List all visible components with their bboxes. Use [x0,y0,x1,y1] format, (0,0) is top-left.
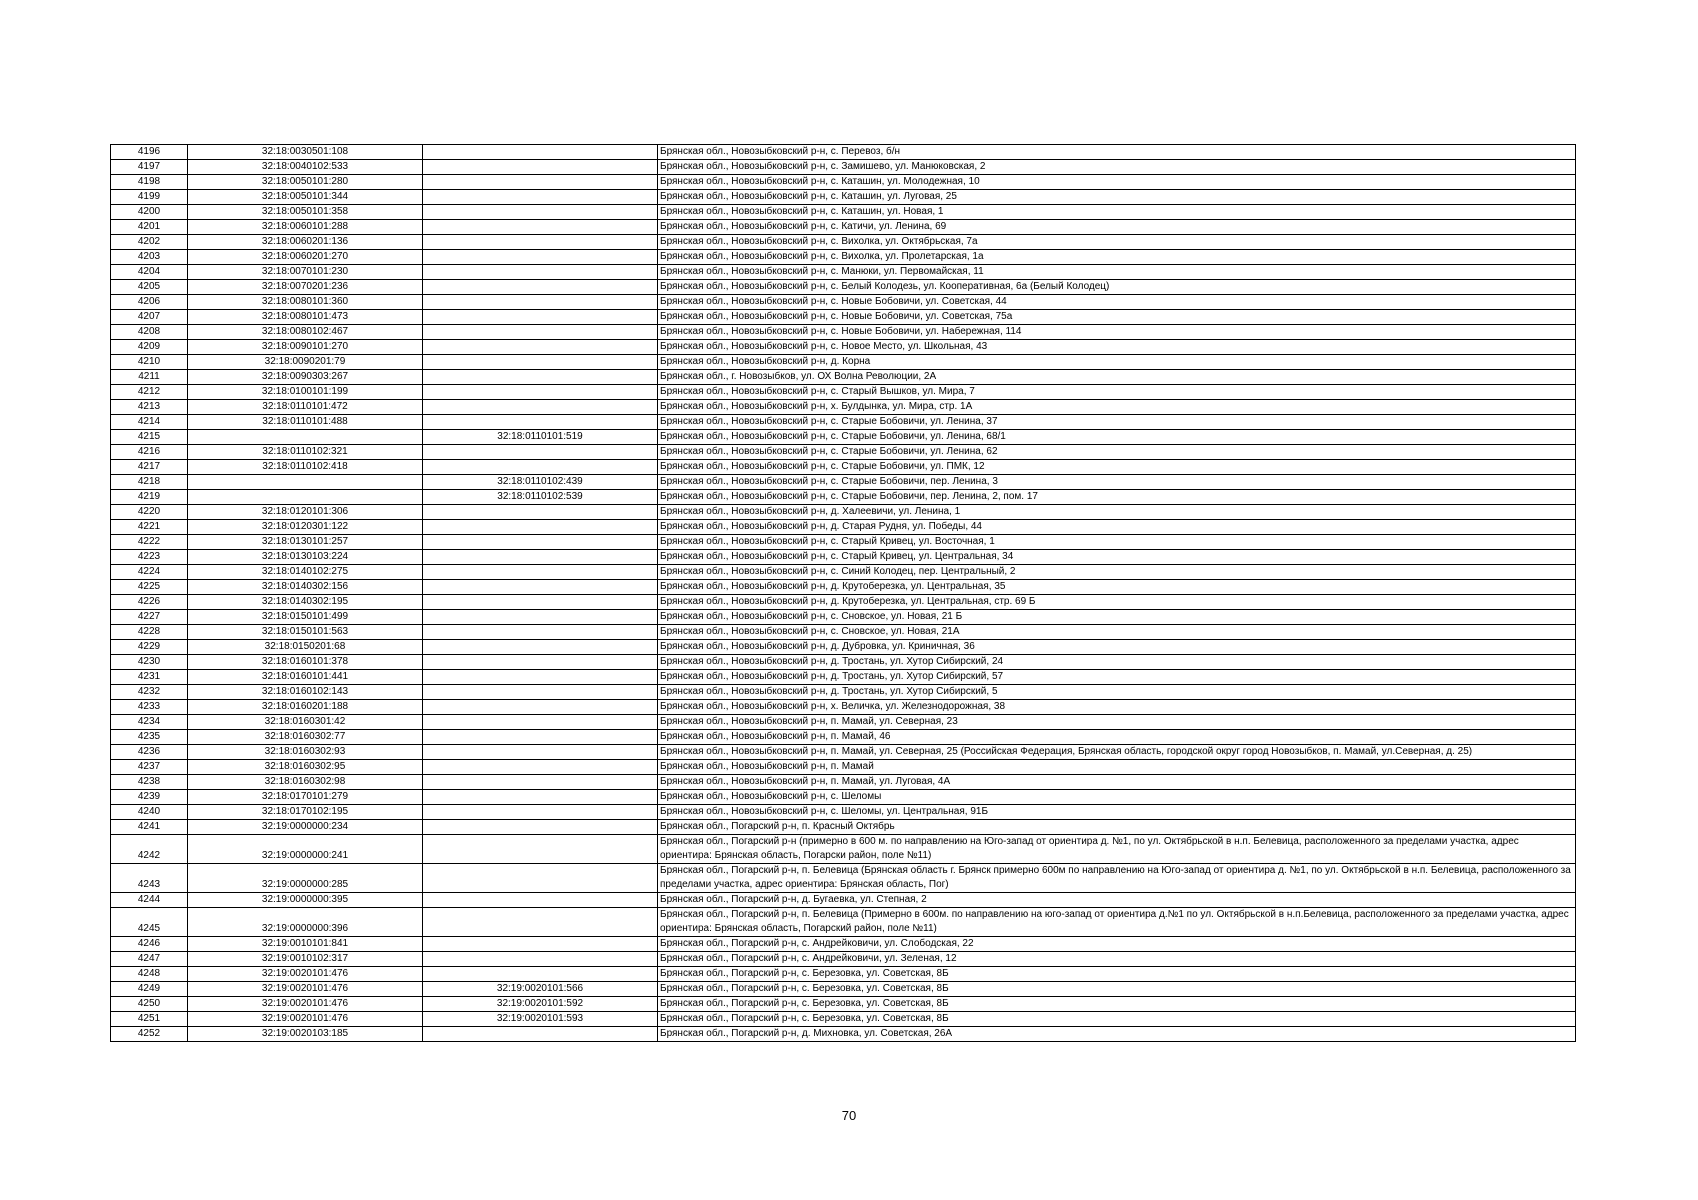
address-cell: Брянская обл., Новозыбковский р-н, д. Корна [658,355,1576,370]
row-number-cell: 4198 [111,175,188,190]
cadastral-number-cell: 32:19:0000000:395 [188,893,423,908]
table-row [111,220,1576,235]
table-row [111,145,1576,160]
row-number-cell: 4208 [111,325,188,340]
cadastral-number-cell: 32:18:0130103:224 [188,550,423,565]
cadastral-number-cell: 32:18:0160201:188 [188,700,423,715]
row-number-cell: 4223 [111,550,188,565]
table-row [111,445,1576,460]
table-row [111,355,1576,370]
sub-cadastral-number-cell [423,655,658,670]
table-row [111,235,1576,250]
address-cell: Брянская обл., Новозыбковский р-н, д. Крутоберезка, ул. Центральная, 35 [658,580,1576,595]
sub-cadastral-number-cell [423,730,658,745]
cadastral-number-cell: 32:18:0140302:156 [188,580,423,595]
row-number-cell: 4215 [111,430,188,445]
table-row [111,937,1576,952]
row-number-cell: 4229 [111,640,188,655]
sub-cadastral-number-cell [423,310,658,325]
sub-cadastral-number-cell: 32:18:0110102:439 [423,475,658,490]
table-row [111,997,1576,1012]
table-row [111,370,1576,385]
cadastral-number-cell: 32:19:0020103:185 [188,1027,423,1042]
row-number-cell: 4219 [111,490,188,505]
sub-cadastral-number-cell [423,805,658,820]
row-number-cell: 4211 [111,370,188,385]
cadastral-number-cell: 32:19:0000000:241 [188,835,423,864]
cadastral-number-cell: 32:18:0080102:467 [188,325,423,340]
cadastral-number-cell: 32:18:0150201:68 [188,640,423,655]
row-number-cell: 4241 [111,820,188,835]
address-cell: Брянская обл., Новозыбковский р-н, д. Дубровка, ул. Криничная, 36 [658,640,1576,655]
table-row [111,190,1576,205]
cadastral-number-cell: 32:18:0160101:378 [188,655,423,670]
row-number-cell: 4209 [111,340,188,355]
cadastral-number-cell: 32:19:0020101:476 [188,997,423,1012]
registry-table [110,144,1576,1042]
row-number-cell: 4231 [111,670,188,685]
table-row [111,250,1576,265]
address-cell: Брянская обл., Новозыбковский р-н, п. Мамай, ул. Северная, 23 [658,715,1576,730]
address-cell: Брянская обл., Новозыбковский р-н, с. Манюки, ул. Первомайская, 11 [658,265,1576,280]
sub-cadastral-number-cell: 32:18:0110101:519 [423,430,658,445]
cadastral-number-cell: 32:18:0040102:533 [188,160,423,175]
table-row [111,864,1576,893]
table-row [111,565,1576,580]
sub-cadastral-number-cell [423,295,658,310]
address-cell: Брянская обл., Новозыбковский р-н, п. Мамай [658,760,1576,775]
row-number-cell: 4224 [111,565,188,580]
table-row [111,670,1576,685]
table-row [111,310,1576,325]
table-row [111,625,1576,640]
sub-cadastral-number-cell [423,460,658,475]
address-cell: Брянская обл., Погарский р-н, д. Михновка, ул. Советская, 26А [658,1027,1576,1042]
cadastral-number-cell: 32:18:0090303:267 [188,370,423,385]
cadastral-number-cell: 32:18:0160302:95 [188,760,423,775]
table-row [111,280,1576,295]
cadastral-number-cell: 32:19:0020101:476 [188,982,423,997]
cadastral-number-cell: 32:18:0050101:344 [188,190,423,205]
table-row [111,610,1576,625]
sub-cadastral-number-cell [423,967,658,982]
address-cell: Брянская обл., Новозыбковский р-н, х. Величка, ул. Железнодорожная, 38 [658,700,1576,715]
address-cell: Брянская обл., Погарский р-н, п. Белевица (Брянская область г. Брянск примерно 600м по направлению на Юго-запад от ориентира д. №1, по ул. Октябрьской в н.п. Белевица, расположенного за пределами участка, адрес ориентира: Брянская область, Пог) [658,864,1576,893]
sub-cadastral-number-cell [423,595,658,610]
cadastral-number-cell: 32:18:0060101:288 [188,220,423,235]
sub-cadastral-number-cell [423,415,658,430]
address-cell: Брянская обл., Новозыбковский р-н, с. Синий Колодец, пер. Центральный, 2 [658,565,1576,580]
cadastral-number-cell: 32:18:0090101:270 [188,340,423,355]
sub-cadastral-number-cell: 32:18:0110102:539 [423,490,658,505]
row-number-cell: 4252 [111,1027,188,1042]
row-number-cell: 4214 [111,415,188,430]
table-row [111,325,1576,340]
sub-cadastral-number-cell [423,520,658,535]
row-number-cell: 4245 [111,908,188,937]
cadastral-number-cell: 32:19:0010101:841 [188,937,423,952]
address-cell: Брянская обл., Новозыбковский р-н, с. Старый Кривец, ул. Восточная, 1 [658,535,1576,550]
sub-cadastral-number-cell [423,775,658,790]
table-row [111,175,1576,190]
address-cell: Брянская обл., г. Новозыбков, ул. ОХ Волна Революции, 2А [658,370,1576,385]
table-row [111,460,1576,475]
cadastral-number-cell: 32:18:0160302:77 [188,730,423,745]
address-cell: Брянская обл., Погарский р-н, с. Андрейковичи, ул. Слободская, 22 [658,937,1576,952]
cadastral-number-cell: 32:18:0160302:93 [188,745,423,760]
cadastral-number-cell: 32:18:0090201:79 [188,355,423,370]
address-cell: Брянская обл., Новозыбковский р-н, с. Старые Бобовичи, пер. Ленина, 2, пом. 17 [658,490,1576,505]
sub-cadastral-number-cell [423,952,658,967]
cadastral-number-cell [188,475,423,490]
table-row [111,1012,1576,1027]
address-cell: Брянская обл., Новозыбковский р-н, с. Вихолка, ул. Пролетарская, 1а [658,250,1576,265]
cadastral-number-cell: 32:19:0020101:476 [188,967,423,982]
address-cell: Брянская обл., Новозыбковский р-н, с. Новые Бобовичи, ул. Советская, 44 [658,295,1576,310]
row-number-cell: 4234 [111,715,188,730]
address-cell: Брянская обл., Новозыбковский р-н, с. Новые Бобовичи, ул. Набережная, 114 [658,325,1576,340]
row-number-cell: 4197 [111,160,188,175]
sub-cadastral-number-cell [423,790,658,805]
table-row [111,685,1576,700]
address-cell: Брянская обл., Погарский р-н, д. Бугаевка, ул. Степная, 2 [658,893,1576,908]
sub-cadastral-number-cell [423,893,658,908]
table-row [111,835,1576,864]
table-row [111,340,1576,355]
row-number-cell: 4212 [111,385,188,400]
row-number-cell: 4226 [111,595,188,610]
sub-cadastral-number-cell [423,565,658,580]
address-cell: Брянская обл., Новозыбковский р-н, с. Старый Вышков, ул. Мира, 7 [658,385,1576,400]
table-row [111,505,1576,520]
row-number-cell: 4207 [111,310,188,325]
cadastral-number-cell: 32:18:0070101:230 [188,265,423,280]
row-number-cell: 4248 [111,967,188,982]
row-number-cell: 4203 [111,250,188,265]
address-cell: Брянская обл., Погарский р-н, с. Березовка, ул. Советская, 8Б [658,997,1576,1012]
cadastral-number-cell: 32:18:0070201:236 [188,280,423,295]
address-cell: Брянская обл., Новозыбковский р-н, д. Халеевичи, ул. Ленина, 1 [658,505,1576,520]
row-number-cell: 4227 [111,610,188,625]
table-row [111,982,1576,997]
cadastral-number-cell: 32:18:0060201:270 [188,250,423,265]
address-cell: Брянская обл., Погарский р-н, п. Белевица (Примерно в 600м. по направлению на юго-запад от ориентира д.№1 по ул. Октябрьской в н.п.Белевица, расположенного за пределами участка, адрес ориентира: Брянская область, Погарский район, поле №11) [658,908,1576,937]
table-row [111,400,1576,415]
address-cell: Брянская обл., Новозыбковский р-н, с. Катичи, ул. Ленина, 69 [658,220,1576,235]
cadastral-number-cell: 32:18:0140102:275 [188,565,423,580]
row-number-cell: 4251 [111,1012,188,1027]
cadastral-number-cell: 32:18:0160301:42 [188,715,423,730]
table-row [111,595,1576,610]
address-cell: Брянская обл., Новозыбковский р-н, с. Старые Бобовичи, ул. ПМК, 12 [658,460,1576,475]
address-cell: Брянская обл., Новозыбковский р-н, с. Замишево, ул. Манюковская, 2 [658,160,1576,175]
cadastral-number-cell: 32:18:0110101:472 [188,400,423,415]
address-cell: Брянская обл., Новозыбковский р-н, д. Тростань, ул. Хутор Сибирский, 57 [658,670,1576,685]
address-cell: Брянская обл., Новозыбковский р-н, п. Мамай, ул. Северная, 25 (Российская Федерация, Брянская область, городской округ город Новозыбков, п. Мамай, ул.Северная, д. 25) [658,745,1576,760]
table-row [111,415,1576,430]
table-row [111,385,1576,400]
sub-cadastral-number-cell [423,340,658,355]
sub-cadastral-number-cell [423,355,658,370]
cadastral-number-cell: 32:18:0110101:488 [188,415,423,430]
sub-cadastral-number-cell: 32:19:0020101:566 [423,982,658,997]
address-cell: Брянская обл., Новозыбковский р-н, с. Сновское, ул. Новая, 21 Б [658,610,1576,625]
sub-cadastral-number-cell [423,670,658,685]
sub-cadastral-number-cell [423,325,658,340]
cadastral-number-cell: 32:18:0050101:280 [188,175,423,190]
sub-cadastral-number-cell [423,385,658,400]
address-cell: Брянская обл., Новозыбковский р-н, д. Старая Рудня, ул. Победы, 44 [658,520,1576,535]
row-number-cell: 4202 [111,235,188,250]
row-number-cell: 4222 [111,535,188,550]
cadastral-number-cell: 32:19:0000000:396 [188,908,423,937]
row-number-cell: 4244 [111,893,188,908]
cadastral-number-cell: 32:18:0170102:195 [188,805,423,820]
sub-cadastral-number-cell [423,864,658,893]
sub-cadastral-number-cell [423,220,658,235]
table-row [111,760,1576,775]
address-cell: Брянская обл., Новозыбковский р-н, с. Белый Колодезь, ул. Кооперативная, 6а (Белый Колодец) [658,280,1576,295]
address-cell: Брянская обл., Погарский р-н (примерно в 600 м. по направлению на Юго-запад от ориентира д. №1, по ул. Октябрьской в н.п. Белевица, расположенного за пределами участка, адрес ориентира: Брянская область, Погарски район, поле №11) [658,835,1576,864]
sub-cadastral-number-cell [423,1027,658,1042]
sub-cadastral-number-cell [423,625,658,640]
table-row [111,520,1576,535]
row-number-cell: 4217 [111,460,188,475]
cadastral-number-cell: 32:18:0080101:360 [188,295,423,310]
row-number-cell: 4240 [111,805,188,820]
sub-cadastral-number-cell [423,250,658,265]
address-cell: Брянская обл., Новозыбковский р-н, с. Шеломы [658,790,1576,805]
table-row [111,535,1576,550]
row-number-cell: 4216 [111,445,188,460]
sub-cadastral-number-cell [423,175,658,190]
table-row [111,790,1576,805]
address-cell: Брянская обл., Новозыбковский р-н, х. Булдынка, ул. Мира, стр. 1А [658,400,1576,415]
row-number-cell: 4249 [111,982,188,997]
table-row [111,820,1576,835]
table-row [111,745,1576,760]
sub-cadastral-number-cell [423,820,658,835]
table-row [111,1027,1576,1042]
row-number-cell: 4232 [111,685,188,700]
sub-cadastral-number-cell [423,445,658,460]
row-number-cell: 4237 [111,760,188,775]
address-cell: Брянская обл., Погарский р-н, с. Березовка, ул. Советская, 8Б [658,982,1576,997]
table-row [111,490,1576,505]
address-cell: Брянская обл., Новозыбковский р-н, с. Старые Бобовичи, ул. Ленина, 62 [658,445,1576,460]
sub-cadastral-number-cell [423,640,658,655]
row-number-cell: 4210 [111,355,188,370]
address-cell: Брянская обл., Новозыбковский р-н, с. Старые Бобовичи, ул. Ленина, 68/1 [658,430,1576,445]
sub-cadastral-number-cell [423,400,658,415]
sub-cadastral-number-cell: 32:19:0020101:592 [423,997,658,1012]
cadastral-number-cell: 32:18:0110102:321 [188,445,423,460]
table-row [111,908,1576,937]
registry-table-body [111,145,1576,1042]
table-row [111,265,1576,280]
row-number-cell: 4239 [111,790,188,805]
sub-cadastral-number-cell [423,760,658,775]
cadastral-number-cell: 32:18:0140302:195 [188,595,423,610]
sub-cadastral-number-cell [423,190,658,205]
cadastral-number-cell: 32:18:0160101:441 [188,670,423,685]
cadastral-number-cell: 32:18:0100101:199 [188,385,423,400]
address-cell: Брянская обл., Погарский р-н, с. Березовка, ул. Советская, 8Б [658,1012,1576,1027]
cadastral-number-cell [188,430,423,445]
cadastral-number-cell: 32:18:0160302:98 [188,775,423,790]
row-number-cell: 4200 [111,205,188,220]
address-cell: Брянская обл., Новозыбковский р-н, с. Новые Бобовичи, ул. Советская, 75а [658,310,1576,325]
cadastral-number-cell: 32:18:0060201:136 [188,235,423,250]
address-cell: Брянская обл., Новозыбковский р-н, д. Крутоберезка, ул. Центральная, стр. 69 Б [658,595,1576,610]
sub-cadastral-number-cell [423,505,658,520]
sub-cadastral-number-cell [423,908,658,937]
cadastral-number-cell: 32:18:0150101:563 [188,625,423,640]
cadastral-number-cell: 32:19:0000000:234 [188,820,423,835]
address-cell: Брянская обл., Погарский р-н, с. Андрейковичи, ул. Зеленая, 12 [658,952,1576,967]
sub-cadastral-number-cell [423,280,658,295]
sub-cadastral-number-cell [423,715,658,730]
row-number-cell: 4225 [111,580,188,595]
row-number-cell: 4228 [111,625,188,640]
cadastral-number-cell: 32:18:0080101:473 [188,310,423,325]
table-row [111,805,1576,820]
address-cell: Брянская обл., Погарский р-н, с. Березовка, ул. Советская, 8Б [658,967,1576,982]
sub-cadastral-number-cell [423,550,658,565]
row-number-cell: 4204 [111,265,188,280]
cadastral-number-cell: 32:19:0010102:317 [188,952,423,967]
cadastral-number-cell: 32:18:0030501:108 [188,145,423,160]
row-number-cell: 4242 [111,835,188,864]
cadastral-number-cell [188,490,423,505]
address-cell: Брянская обл., Новозыбковский р-н, д. Тростань, ул. Хутор Сибирский, 5 [658,685,1576,700]
row-number-cell: 4206 [111,295,188,310]
row-number-cell: 4246 [111,937,188,952]
row-number-cell: 4230 [111,655,188,670]
row-number-cell: 4235 [111,730,188,745]
address-cell: Брянская обл., Новозыбковский р-н, с. Каташин, ул. Луговая, 25 [658,190,1576,205]
sub-cadastral-number-cell [423,700,658,715]
address-cell: Брянская обл., Новозыбковский р-н, с. Новое Место, ул. Школьная, 43 [658,340,1576,355]
page-number: 70 [841,1108,857,1123]
table-row [111,640,1576,655]
sub-cadastral-number-cell [423,685,658,700]
address-cell: Брянская обл., Новозыбковский р-н, п. Мамай, ул. Луговая, 4А [658,775,1576,790]
address-cell: Брянская обл., Новозыбковский р-н, с. Каташин, ул. Новая, 1 [658,205,1576,220]
sub-cadastral-number-cell [423,265,658,280]
cadastral-number-cell: 32:18:0150101:499 [188,610,423,625]
sub-cadastral-number-cell [423,145,658,160]
table-row [111,475,1576,490]
sub-cadastral-number-cell [423,745,658,760]
table-row [111,580,1576,595]
table-row [111,715,1576,730]
table-row [111,700,1576,715]
cadastral-number-cell: 32:18:0130101:257 [188,535,423,550]
sub-cadastral-number-cell [423,835,658,864]
table-row [111,655,1576,670]
cadastral-number-cell: 32:18:0120101:306 [188,505,423,520]
row-number-cell: 4196 [111,145,188,160]
row-number-cell: 4205 [111,280,188,295]
cadastral-number-cell: 32:18:0050101:358 [188,205,423,220]
row-number-cell: 4236 [111,745,188,760]
table-row [111,967,1576,982]
table-row [111,952,1576,967]
cadastral-number-cell: 32:18:0120301:122 [188,520,423,535]
table-row [111,775,1576,790]
row-number-cell: 4201 [111,220,188,235]
sub-cadastral-number-cell [423,580,658,595]
row-number-cell: 4250 [111,997,188,1012]
sub-cadastral-number-cell [423,205,658,220]
row-number-cell: 4218 [111,475,188,490]
row-number-cell: 4213 [111,400,188,415]
address-cell: Брянская обл., Новозыбковский р-н, с. Старый Кривец, ул. Центральная, 34 [658,550,1576,565]
cadastral-number-cell: 32:19:0000000:285 [188,864,423,893]
cadastral-number-cell: 32:18:0110102:418 [188,460,423,475]
address-cell: Брянская обл., Новозыбковский р-н, с. Перевоз, б/н [658,145,1576,160]
row-number-cell: 4247 [111,952,188,967]
address-cell: Брянская обл., Новозыбковский р-н, с. Вихолка, ул. Октябрьская, 7а [658,235,1576,250]
sub-cadastral-number-cell [423,535,658,550]
row-number-cell: 4199 [111,190,188,205]
table-row [111,295,1576,310]
table-row [111,893,1576,908]
row-number-cell: 4233 [111,700,188,715]
table-row [111,160,1576,175]
address-cell: Брянская обл., Новозыбковский р-н, д. Тростань, ул. Хутор Сибирский, 24 [658,655,1576,670]
table-row [111,205,1576,220]
address-cell: Брянская обл., Новозыбковский р-н, с. Старые Бобовичи, пер. Ленина, 3 [658,475,1576,490]
sub-cadastral-number-cell: 32:19:0020101:593 [423,1012,658,1027]
sub-cadastral-number-cell [423,370,658,385]
row-number-cell: 4243 [111,864,188,893]
row-number-cell: 4221 [111,520,188,535]
cadastral-number-cell: 32:18:0160102:143 [188,685,423,700]
sub-cadastral-number-cell [423,610,658,625]
cadastral-number-cell: 32:18:0170101:279 [188,790,423,805]
row-number-cell: 4238 [111,775,188,790]
table-row [111,730,1576,745]
address-cell: Брянская обл., Новозыбковский р-н, с. Шеломы, ул. Центральная, 91Б [658,805,1576,820]
address-cell: Брянская обл., Новозыбковский р-н, п. Мамай, 46 [658,730,1576,745]
row-number-cell: 4220 [111,505,188,520]
sub-cadastral-number-cell [423,160,658,175]
table-row [111,550,1576,565]
table-row [111,430,1576,445]
address-cell: Брянская обл., Новозыбковский р-н, с. Старые Бобовичи, ул. Ленина, 37 [658,415,1576,430]
sub-cadastral-number-cell [423,937,658,952]
sub-cadastral-number-cell [423,235,658,250]
address-cell: Брянская обл., Новозыбковский р-н, с. Каташин, ул. Молодежная, 10 [658,175,1576,190]
address-cell: Брянская обл., Новозыбковский р-н, с. Сновское, ул. Новая, 21А [658,625,1576,640]
cadastral-number-cell: 32:19:0020101:476 [188,1012,423,1027]
address-cell: Брянская обл., Погарский р-н, п. Красный Октябрь [658,820,1576,835]
